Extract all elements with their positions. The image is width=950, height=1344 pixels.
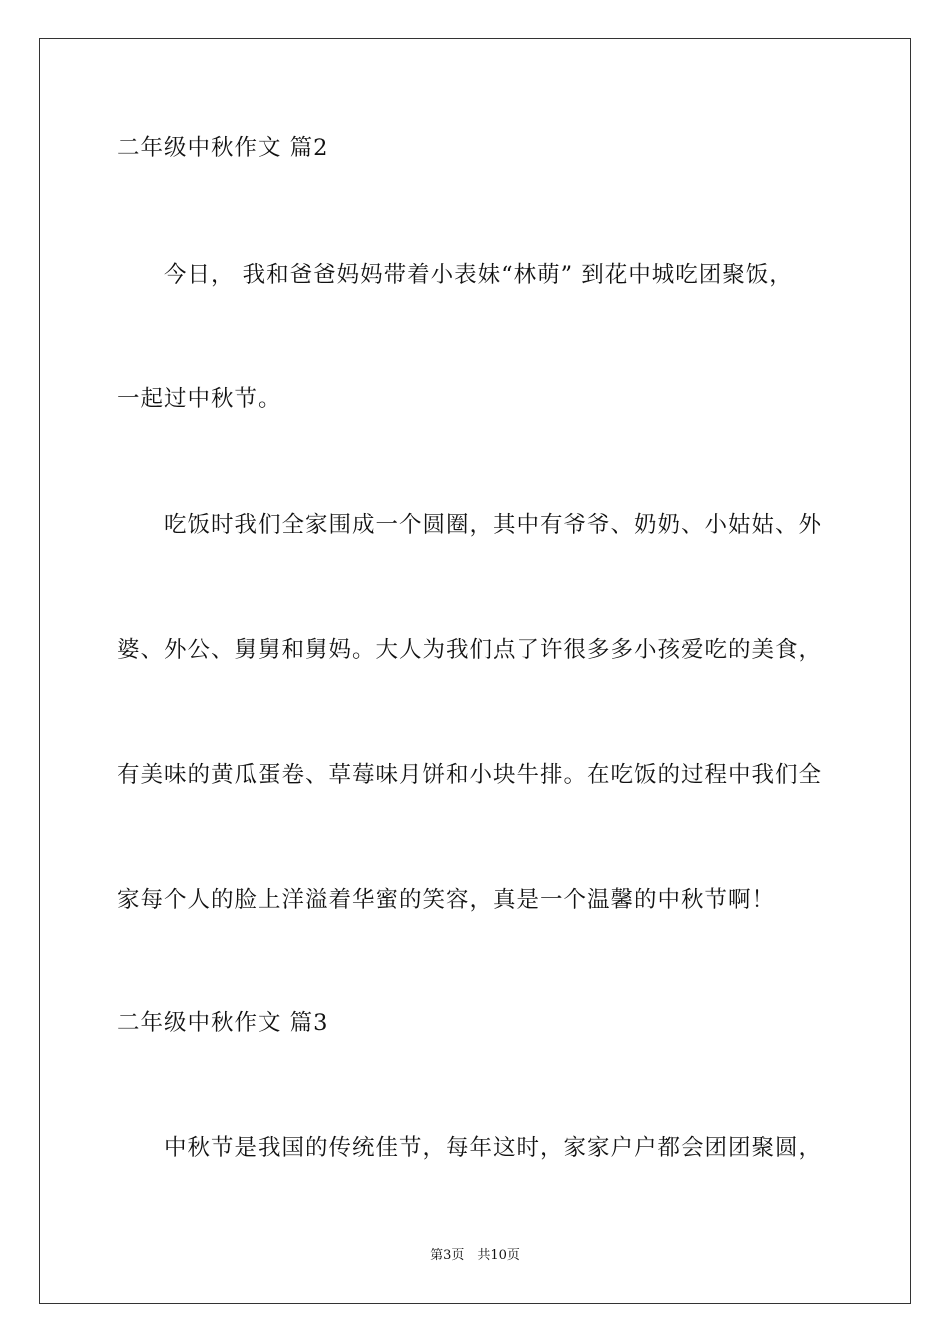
- page-number-footer: 第3页 共10页: [430, 1248, 520, 1263]
- section-heading-2: 二年级中秋作文 篇2: [117, 135, 329, 161]
- paragraph-line: 一起过中秋节。: [117, 386, 282, 412]
- paragraph-line: 中秋节是我国的传统佳节，每年这时，家家户户都会团团聚圆，: [117, 1135, 823, 1161]
- paragraph-line: 婆、外公、舅舅和舅妈。大人为我们点了许很多多小孩爱吃的美食，: [117, 637, 823, 663]
- paragraph-line: 吃饭时我们全家围成一个圆圈，其中有爷爷、奶奶、小姑姑、外: [117, 512, 823, 538]
- paragraph-line: 今日， 我和爸爸妈妈带着小表妹“林萌” 到花中城吃团聚饭，: [117, 262, 793, 288]
- page-frame: [39, 38, 911, 1304]
- paragraph-line: 家每个人的脸上洋溢着华蜜的笑容，真是一个温馨的中秋节啊！: [117, 887, 776, 913]
- section-heading-3: 二年级中秋作文 篇3: [117, 1010, 329, 1036]
- paragraph-line: 有美味的黄瓜蛋卷、草莓味月饼和小块牛排。在吃饭的过程中我们全: [117, 762, 823, 788]
